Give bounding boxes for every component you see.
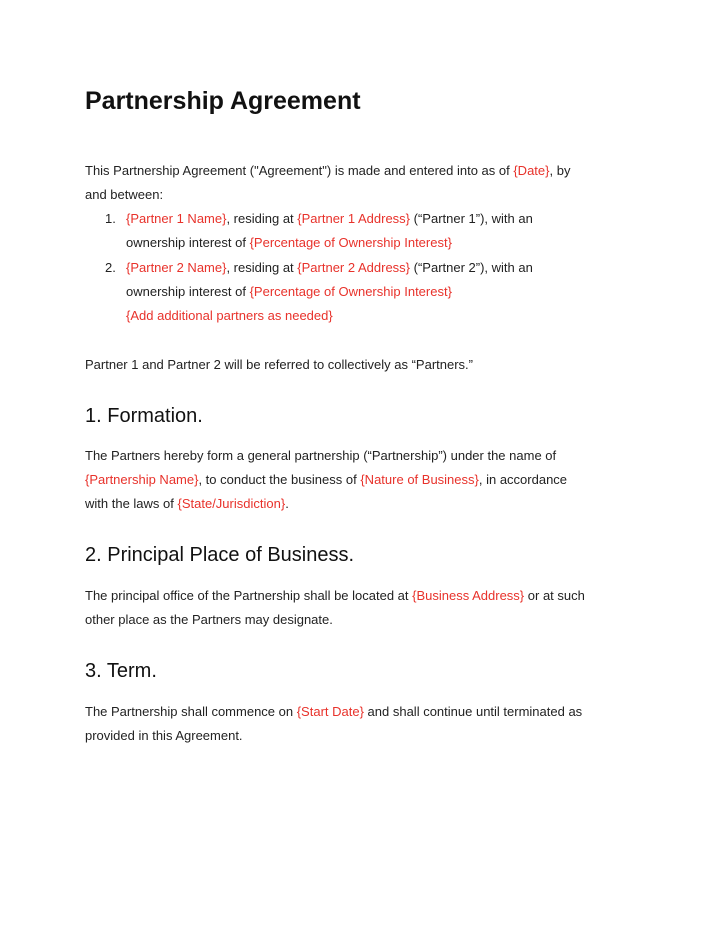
formation-text: , to conduct the business of — [198, 472, 361, 487]
principal-line-1 — [85, 588, 585, 604]
principal-text-tail: or at such — [524, 588, 585, 603]
partner-1-name-placeholder: {Partner 1 Name} — [126, 211, 227, 226]
partner-1-address-placeholder: {Partner 1 Address} — [297, 211, 411, 226]
partner-2-line-1 — [126, 260, 533, 276]
business-address-placeholder: {Business Address} — [412, 588, 525, 603]
add-partners-placeholder: {Add additional partners as needed} — [126, 308, 333, 323]
term-line-1 — [85, 704, 582, 720]
partner-1-alias: (“Partner 1”), with an — [410, 211, 533, 226]
list-number: 1. — [105, 211, 116, 226]
principal-text: The principal office of the Partnership shall be located at — [85, 588, 413, 603]
start-date-placeholder: {Start Date} — [296, 704, 364, 719]
partner-2-name-placeholder: {Partner 2 Name} — [126, 260, 227, 275]
term-text: The Partnership shall commence on — [85, 704, 297, 719]
formation-period: . — [285, 496, 289, 511]
term-text-tail: and shall continue until terminated as — [363, 704, 583, 719]
partner-2-address-placeholder: {Partner 2 Address} — [297, 260, 411, 275]
ownership-label: ownership interest of — [126, 284, 250, 299]
section-heading-principal-place: 2. Principal Place of Business. — [85, 544, 355, 566]
jurisdiction-placeholder: {State/Jurisdiction} — [177, 496, 286, 511]
principal-line-2: other place as the Partners may designate. — [85, 612, 333, 627]
ownership-label: ownership interest of — [126, 235, 250, 250]
partner-2-ownership-placeholder: {Percentage of Ownership Interest} — [249, 284, 452, 299]
partner-1-ownership-placeholder: {Percentage of Ownership Interest} — [249, 235, 452, 250]
term-line-2: provided in this Agreement. — [85, 728, 243, 743]
section-heading-term: 3. Term. — [85, 660, 157, 682]
intro-line-1 — [85, 163, 570, 179]
partnership-name-placeholder: {Partnership Name} — [85, 472, 199, 487]
partner-1-line-2 — [126, 235, 452, 251]
list-number: 2. — [105, 260, 116, 275]
intro-text: This Partnership Agreement ("Agreement") is made and entered into as of — [85, 163, 514, 178]
section-heading-formation: 1. Formation. — [85, 405, 203, 427]
formation-text-tail: , in accordance — [478, 472, 568, 487]
document-title: Partnership Agreement — [85, 87, 361, 115]
formation-line-3 — [85, 496, 289, 512]
partner-2-line-2 — [126, 284, 452, 300]
partner-2-alias: (“Partner 2”), with an — [410, 260, 533, 275]
formation-line-2 — [85, 472, 567, 488]
date-placeholder: {Date} — [513, 163, 550, 178]
formation-laws-text: with the laws of — [85, 496, 178, 511]
partner-1-line-1 — [126, 211, 533, 227]
residing-text: , residing at — [226, 260, 298, 275]
intro-line-2: and between: — [85, 187, 164, 202]
intro-text-tail: , by — [549, 163, 571, 178]
formation-line-1: The Partners hereby form a general partnership (“Partnership”) under the name of — [85, 448, 557, 463]
nature-of-business-placeholder: {Nature of Business} — [360, 472, 479, 487]
collective-statement: Partner 1 and Partner 2 will be referred to collectively as “Partners.” — [85, 357, 474, 372]
residing-text: , residing at — [226, 211, 298, 226]
